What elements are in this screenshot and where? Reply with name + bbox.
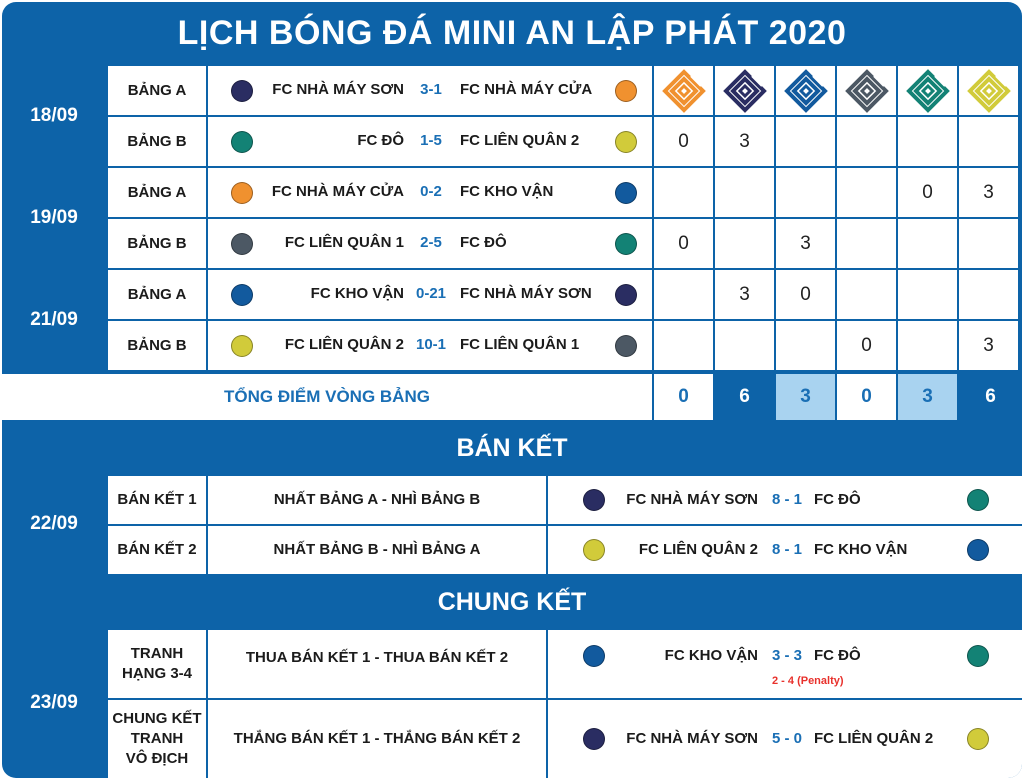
match-row — [208, 219, 652, 268]
points-cell — [898, 219, 957, 268]
points-cell — [715, 168, 774, 217]
team-logo-cell — [898, 66, 957, 115]
group-label: BẢNG A — [108, 168, 206, 217]
points-cell — [654, 321, 713, 370]
away-team-name: FC ĐÔ — [460, 234, 507, 251]
group-label: BẢNG B — [108, 321, 206, 370]
away-team-color-icon — [967, 489, 989, 511]
group-label: BẢNG B — [108, 219, 206, 268]
round-label: BÁN KẾT 1 — [108, 476, 206, 524]
points-cell — [837, 117, 896, 166]
team-logo-icon — [723, 69, 767, 113]
away-team-color-icon — [615, 80, 637, 102]
round-label — [108, 630, 206, 698]
away-team-color-icon — [615, 233, 637, 255]
team-logo-cell — [837, 66, 896, 115]
home-team-name: FC NHÀ MÁY CỬA — [271, 183, 404, 200]
team-logo-icon — [967, 69, 1011, 113]
away-team-name: FC NHÀ MÁY SƠN — [460, 285, 592, 302]
match-date: 21/09 — [30, 309, 78, 330]
home-team-color-icon — [231, 233, 253, 255]
points-cell — [654, 168, 713, 217]
match-row — [548, 630, 1022, 698]
team-logo-icon — [845, 69, 889, 113]
away-team-name: FC KHO VẬN — [814, 541, 908, 558]
total-points-value: 6 — [715, 374, 774, 420]
match-score: 3-1 — [420, 81, 442, 98]
home-team-name: FC NHÀ MÁY SƠN — [272, 81, 404, 98]
points-cell — [959, 270, 1018, 319]
total-points-value: 6 — [959, 374, 1022, 420]
points-cell — [715, 219, 774, 268]
points-cell — [959, 219, 1018, 268]
away-team-name: FC LIÊN QUÂN 2 — [460, 132, 580, 149]
match-score: 1-5 — [420, 132, 442, 149]
match-score: 8 - 1 — [771, 541, 802, 558]
match-row — [208, 117, 652, 166]
points-cell: 0 — [837, 321, 896, 370]
team-logo-cell — [715, 66, 774, 115]
points-cell — [715, 321, 774, 370]
total-points-label: TỔNG ĐIỂM VÒNG BẢNG — [2, 374, 652, 420]
round-label-line: HẠNG 3-4 — [121, 665, 192, 682]
away-team-name: FC LIÊN QUÂN 2 — [814, 730, 934, 747]
home-team-color-icon — [231, 80, 253, 102]
match-row — [548, 476, 1022, 524]
match-date: 22/09 — [30, 513, 78, 534]
round-label-line: CHUNG KẾT — [112, 710, 202, 727]
points-cell: 0 — [898, 168, 957, 217]
points-cell — [837, 168, 896, 217]
points-cell: 3 — [715, 117, 774, 166]
pairing-label: THẮNG BÁN KẾT 1 - THẮNG BÁN KẾT 2 — [208, 700, 546, 778]
home-team-color-icon — [231, 131, 253, 153]
away-team-color-icon — [615, 335, 637, 357]
away-team-color-icon — [615, 131, 637, 153]
points-cell: 3 — [715, 270, 774, 319]
away-team-color-icon — [967, 645, 989, 667]
home-team-name: FC NHÀ MÁY SƠN — [626, 730, 758, 747]
away-team-name: FC ĐÔ — [814, 647, 861, 664]
match-row — [208, 168, 652, 217]
home-team-name: FC KHO VẬN — [310, 285, 404, 302]
team-logo-icon — [662, 69, 706, 113]
section-title-semifinal: BÁN KẾT — [456, 433, 568, 462]
match-score: 3 - 3 — [771, 647, 802, 664]
away-team-color-icon — [967, 728, 989, 750]
penalty-result: 2 - 4 (Penalty) — [772, 675, 844, 687]
home-team-color-icon — [231, 335, 253, 357]
team-logo-icon — [784, 69, 828, 113]
home-team-color-icon — [583, 539, 605, 561]
away-team-color-icon — [615, 284, 637, 306]
round-label-line: TRANH — [130, 645, 184, 662]
points-cell: 0 — [654, 219, 713, 268]
pairing-label: NHẤT BẢNG B - NHÌ BẢNG A — [208, 526, 546, 574]
home-team-name: FC KHO VẬN — [664, 647, 758, 664]
points-cell — [837, 219, 896, 268]
away-team-color-icon — [615, 182, 637, 204]
match-score: 5 - 0 — [771, 730, 802, 747]
points-cell — [654, 270, 713, 319]
away-team-name: FC LIÊN QUÂN 1 — [460, 336, 580, 353]
match-row — [208, 66, 652, 115]
points-cell — [837, 270, 896, 319]
points-cell: 3 — [959, 168, 1018, 217]
team-logo-cell — [776, 66, 835, 115]
round-label-line: VÔ ĐỊCH — [125, 750, 189, 767]
home-team-name: FC LIÊN QUÂN 2 — [638, 541, 758, 558]
match-row — [548, 700, 1022, 778]
away-team-name: FC KHO VẬN — [460, 183, 554, 200]
total-points-value: 3 — [898, 374, 957, 420]
match-row — [208, 270, 652, 319]
home-team-color-icon — [231, 284, 253, 306]
points-cell — [898, 117, 957, 166]
points-cell — [776, 168, 835, 217]
points-cell: 3 — [776, 219, 835, 268]
away-team-name: FC ĐÔ — [814, 491, 861, 508]
team-logo-cell — [654, 66, 713, 115]
away-team-color-icon — [967, 539, 989, 561]
match-date: 18/09 — [30, 105, 78, 126]
home-team-color-icon — [231, 182, 253, 204]
match-score: 8 - 1 — [771, 491, 802, 508]
home-team-name: FC ĐÔ — [357, 132, 404, 149]
total-points-value: 3 — [776, 374, 835, 420]
match-score: 0-21 — [415, 285, 447, 302]
total-points-value: 0 — [837, 374, 896, 420]
points-cell — [776, 321, 835, 370]
section-title-final: CHUNG KẾT — [437, 587, 587, 616]
total-points-value: 0 — [654, 374, 713, 420]
home-team-color-icon — [583, 489, 605, 511]
points-cell: 0 — [654, 117, 713, 166]
points-cell — [898, 321, 957, 370]
away-team-name: FC NHÀ MÁY CỬA — [460, 81, 593, 98]
match-score: 10-1 — [415, 336, 447, 353]
group-label: BẢNG A — [108, 66, 206, 115]
match-score: 2-5 — [420, 234, 442, 251]
schedule-board — [2, 2, 1022, 778]
points-cell: 3 — [959, 321, 1018, 370]
pairing-label: THUA BÁN KẾT 1 - THUA BÁN KẾT 2 — [208, 630, 546, 698]
home-team-color-icon — [583, 728, 605, 750]
match-date: 23/09 — [30, 692, 78, 713]
team-logo-icon — [906, 69, 950, 113]
page-title: LỊCH BÓNG ĐÁ MINI AN LẬP PHÁT 2020 — [177, 13, 847, 52]
points-cell — [898, 270, 957, 319]
group-label: BẢNG B — [108, 117, 206, 166]
team-logo-cell — [959, 66, 1018, 115]
round-label: BÁN KẾT 2 — [108, 526, 206, 574]
points-cell — [959, 117, 1018, 166]
match-row — [208, 321, 652, 370]
match-date: 19/09 — [30, 207, 78, 228]
home-team-name: FC LIÊN QUÂN 1 — [284, 234, 404, 251]
home-team-color-icon — [583, 645, 605, 667]
round-label-line: TRANH — [130, 730, 184, 747]
pairing-label: NHẤT BẢNG A - NHÌ BẢNG B — [208, 476, 546, 524]
points-cell — [776, 117, 835, 166]
round-label — [108, 700, 206, 778]
match-row — [548, 526, 1022, 574]
points-cell: 0 — [776, 270, 835, 319]
home-team-name: FC NHÀ MÁY SƠN — [626, 491, 758, 508]
home-team-name: FC LIÊN QUÂN 2 — [284, 336, 404, 353]
group-label: BẢNG A — [108, 270, 206, 319]
match-score: 0-2 — [420, 183, 442, 200]
